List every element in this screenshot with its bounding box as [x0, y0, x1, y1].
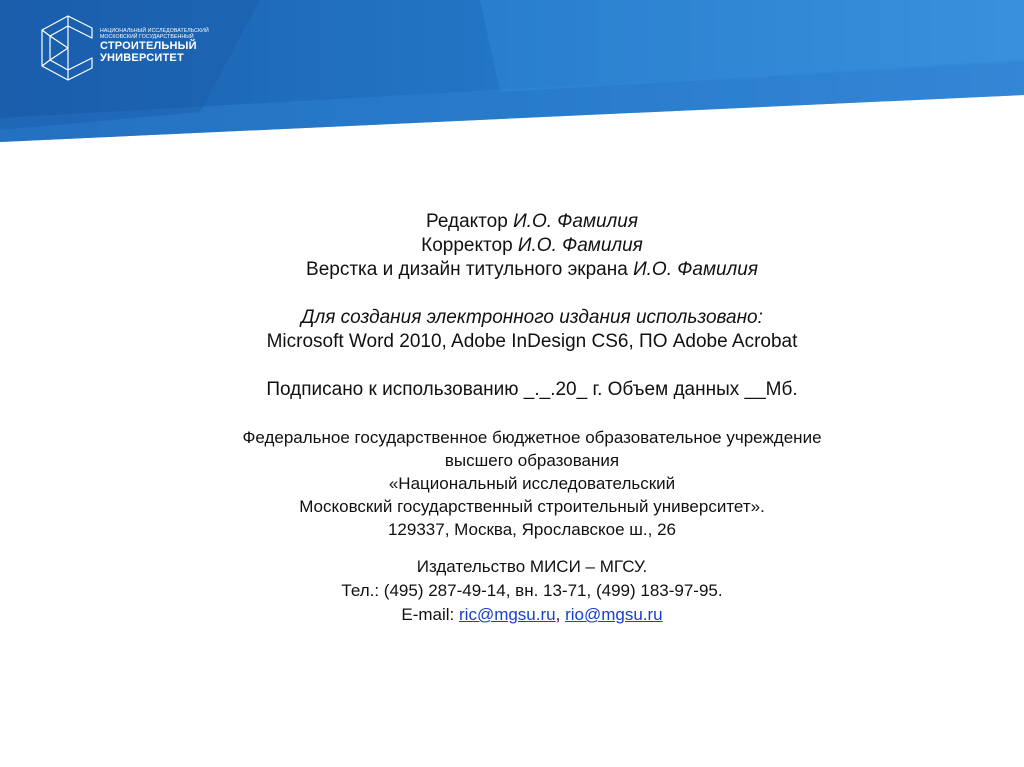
publisher-phone: Тел.: (495) 287-49-14, вн. 13-71, (499) 183-97-95. [341, 581, 723, 600]
org-line-2: высшего образования [444, 451, 620, 470]
logo-text [100, 28, 209, 64]
organization-block [0, 426, 1024, 541]
logo-line-2: МОСКОВСКИЙ ГОСУДАРСТВЕННЫЙ [100, 34, 194, 40]
org-line-1: Федеральное государственное бюджетное образовательное учреждение [242, 428, 822, 447]
email-link-rio[interactable]: rio@mgsu.ru [565, 605, 663, 624]
publisher-name: Издательство МИСИ – МГСУ. [416, 557, 648, 576]
spacer [0, 402, 1024, 426]
org-line-3: «Национальный исследовательский [388, 474, 676, 493]
logo-emblem-icon [36, 12, 100, 84]
credit-editor: Редактор И.О. Фамилия [426, 211, 638, 232]
spacer [0, 541, 1024, 555]
software-heading: Для создания электронного издания использовано: [301, 307, 763, 328]
credit-proofreader: Корректор И.О. Фамилия [421, 235, 643, 256]
logo-line-1: НАЦИОНАЛЬНЫЙ ИССЛЕДОВАТЕЛЬСКИЙ [100, 28, 209, 34]
email-link-ric[interactable]: ric@mgsu.ru [459, 605, 556, 624]
imprint-block [0, 210, 1024, 627]
publisher-block [0, 555, 1024, 627]
software-list: Microsoft Word 2010, Adobe InDesign CS6, ПО Adobe Acrobat [266, 331, 798, 352]
signed-line: Подписано к использованию _._.20_ г. Объем данных __Мб. [266, 379, 798, 400]
logo-line-4: УНИВЕРСИТЕТ [100, 52, 184, 64]
spacer [0, 282, 1024, 306]
org-address: 129337, Москва, Ярославское ш., 26 [387, 520, 677, 539]
credit-layout: Верстка и дизайн титульного экрана И.О. Фамилия [306, 259, 758, 280]
publisher-email: E-mail: ric@mgsu.ru, rio@mgsu.ru [401, 605, 663, 624]
logo-line-3: СТРОИТЕЛЬНЫЙ [100, 40, 197, 52]
spacer [0, 354, 1024, 378]
org-line-4: Московский государственный строительный университет». [299, 497, 765, 516]
